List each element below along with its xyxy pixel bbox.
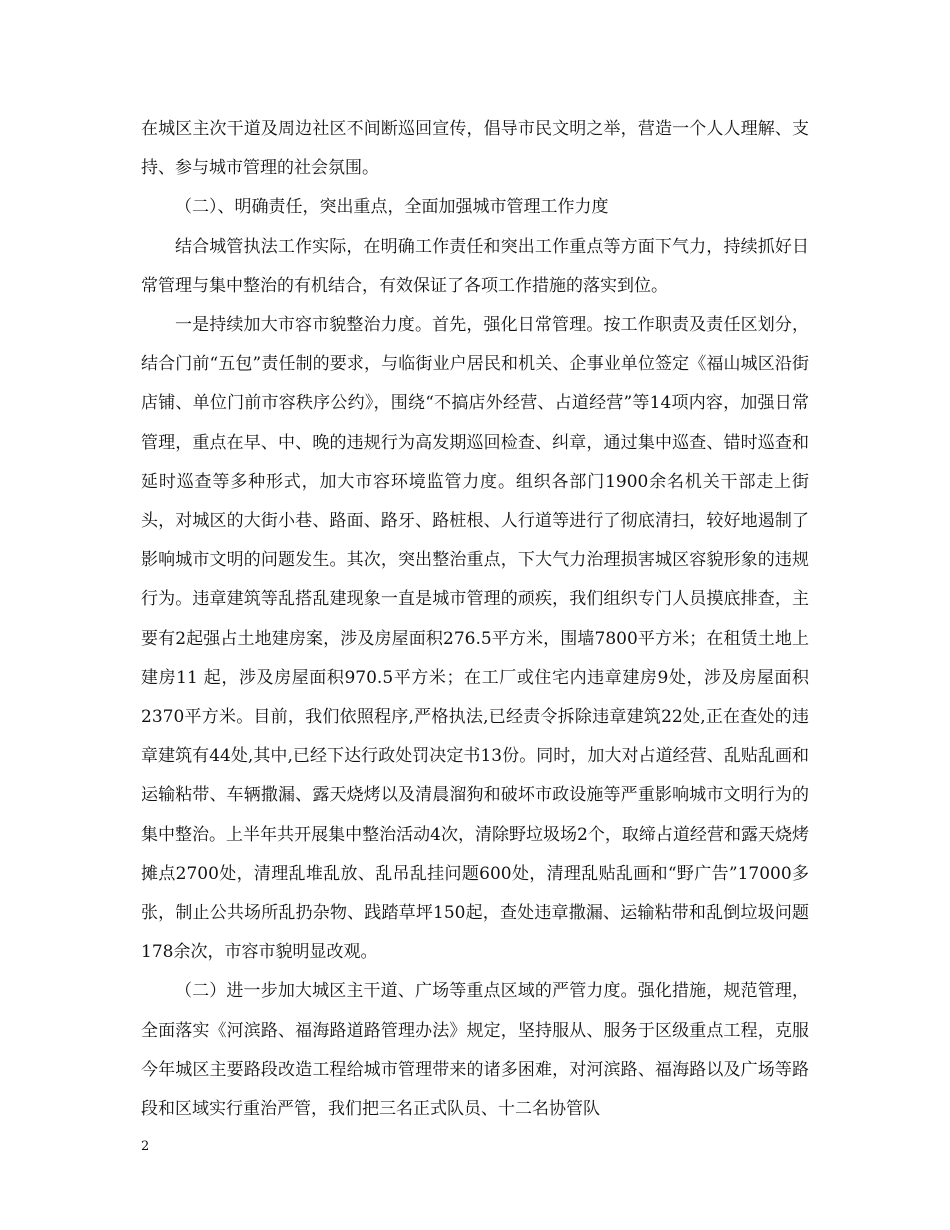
- page-number: 2: [141, 1139, 150, 1154]
- paragraph-continuation: 在城区主次干道及周边社区不间断巡回宣传，倡导市民文明之举，营造一个人人理解、支持、参与城市管理的社会氛围。: [141, 119, 809, 179]
- section-heading: （二）、明确责任，突出重点，全面加强城市管理工作力度: [175, 197, 609, 218]
- paragraph-cityscape-rectification: 一是持续加大市容市貌整治力度。首先，强化日常管理。按工作职责及责任区划分，结合门前“五包”责任制的要求，与临街业户居民和机关、企事业单位签定《福山城区沿街店铺、单位门前市容秩序公约》，围绕“不搞店外经营、占道经营”等14项内容，加强日常管理，重点在早、中、晚的违规行为高发期巡回检查、纠章，通过集中巡查、错时巡查和延时巡查等多种形式，加大市容环境监管力度。组织各部门1900余名机关干部走上街头，对城区的大街小巷、路面、路牙、路桩根、人行道等进行了彻底清扫，较好地遏制了影响城市文明的问题发生。其次，突出整治重点，下大气力治理损害城区容貌形象的违规行为。违章建筑等乱搭乱建现象一直是城市管理的顽疾，我们组织专门人员摸底排查，主要有2起强占土地建房案，涉及房屋面积276.5平方米，围墙7800平方米；在租赁土地上建房11 起，涉及房屋面积970.5平方米；在工厂或住宅内违章建房9处，涉及房屋面积2370平方米。目前，我们依照程序,严格执法,已经责令拆除违章建筑22处,正在查处的违章建筑有44处,其中,已经下达行政处罚决定书13份。同时，加大对占道经营、乱贴乱画和运输粘带、车辆撒漏、露天烧烤以及清晨溜狗和破坏市政设施等严重影响城市文明行为的集中整治。上半年共开展集中整治活动4次，清除野垃圾场2个，取缔占道经营和露天烧烤摊点2700处，清理乱堆乱放、乱吊乱挂问题600处，清理乱贴乱画和“野广告”17000多张，制止公共场所乱扔杂物、践踏草坪150起，查处违章撒漏、运输粘带和乱倒垃圾问题178余次，市容市貌明显改观。: [141, 315, 809, 963]
- paragraph-key-areas: （二）进一步加大城区主干道、广场等重点区域的严管力度。强化措施，规范管理，全面落实《河滨路、福海路道路管理办法》规定，坚持服从、服务于区级重点工程，克服今年城区主要路段改造工程给城市管理带来的诸多困难，对河滨路、福海路以及广场等路段和区域实行重治严管，我们把三名正式队员、十二名协管队: [141, 981, 809, 1120]
- document-body: [141, 110, 809, 1129]
- paragraph-intro: 结合城管执法工作实际，在明确工作责任和突出工作重点等方面下气力，持续抓好日常管理与集中整治的有机结合，有效保证了各项工作措施的落实到位。: [141, 236, 809, 296]
